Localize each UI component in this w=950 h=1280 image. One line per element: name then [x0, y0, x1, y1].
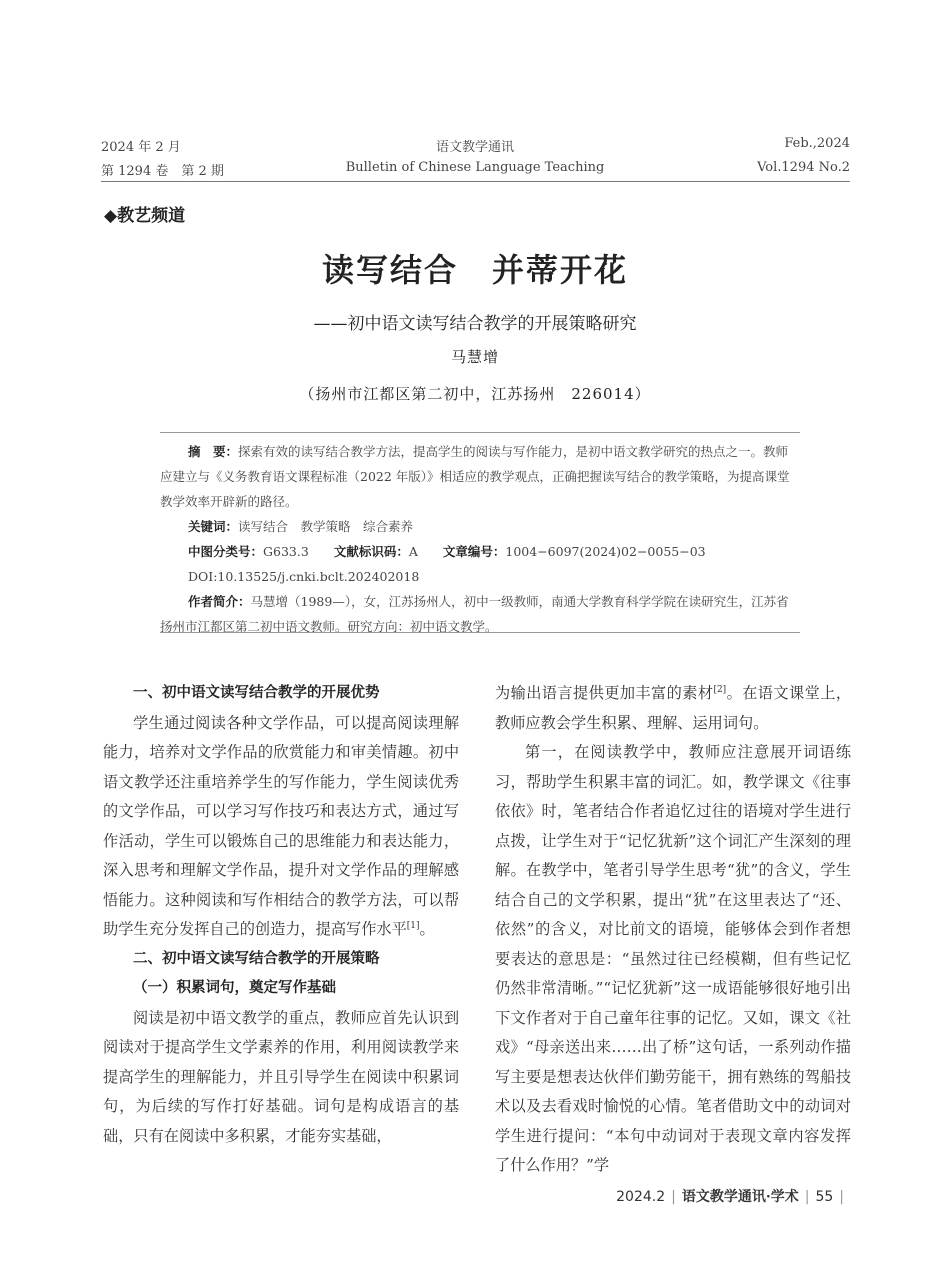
author-name: 马慧增: [450, 348, 499, 366]
article-no-label: 文章编号：: [442, 544, 506, 559]
header-rule: [101, 181, 850, 182]
body-paragraph-1-text: 学生通过阅读各种文学作品，可以提高阅读理解能力，培养对文学作品的欣赏能力和审美情趣。初中语文教学还注重培养学生的写作能力，学生阅读优秀的文学作品，可以学习写作技巧和表达方式，通过写作活动，学生可以锻炼自己的思维能力和表达能力，深入思考和理解文学作品，提升对文学作品的理解感悟能力。这种阅读和写作相结合的教学方法，可以帮助学生充分发挥自己的创造力，提高写作水平: [103, 713, 459, 938]
footer-separator: |: [839, 1189, 844, 1205]
abstract-bottom-rule: [160, 632, 800, 633]
body-column-left: [103, 679, 459, 1151]
article-no-value: 1004−6097(2024)02−0055−03: [505, 544, 706, 559]
author-affiliation: （扬州市江都区第二初中，江苏扬州 226014）: [299, 385, 651, 403]
page-subtitle: ——初中语文读写结合教学的开展策略研究: [313, 314, 637, 334]
abstract-block: [160, 439, 800, 639]
footer-date: 2024.2: [616, 1189, 666, 1205]
section-heading-1: 一、初中语文读写结合教学的开展优势: [133, 685, 380, 701]
abstract-paragraph: [160, 439, 800, 514]
section-heading-2: 二、初中语文读写结合教学的开展策略: [133, 950, 380, 967]
classification-line: [160, 539, 800, 564]
header-journal-cn: 语文教学通讯: [435, 140, 514, 155]
doc-code-label: 文献标识码：: [333, 544, 409, 559]
body-paragraph-3-text: 为输出语言提供更加丰富的素材: [495, 684, 714, 702]
footer-separator: |: [804, 1189, 810, 1205]
bio-text: 马慧增（1989—），女，江苏扬州人，初中一级教师，南通大学教育科学学院在读研究生，江苏省扬州市江都区第二初中语文教师。研究方向：初中语文教学。: [160, 594, 789, 634]
page-title: 读写结合 并蒂开花: [321, 251, 628, 289]
header-date-en: Feb.,2024: [784, 136, 850, 151]
abstract-label: 摘 要：: [188, 444, 239, 459]
keywords-line: [160, 514, 800, 539]
body-paragraph-1-end: 。: [419, 920, 435, 938]
footer-journal: 语文教学通讯·学术: [681, 1189, 799, 1205]
clc-label: 中图分类号：: [188, 544, 264, 559]
section-tag: ◆教艺频道: [104, 206, 186, 226]
page-number: 55: [815, 1189, 834, 1205]
body-paragraph-4: 第一，在阅读教学中，教师应注意展开词语练习，帮助学生积累丰富的词汇。如，教学课文《往事依依》时，笔者结合作者追忆过往的语境对学生进行点拨，让学生对于“记忆犹新”这个词汇产生深刻的理解。在教学中，笔者引导学生思考“犹”的含义，学生结合自己的文学积累，提出“犹”在这里表达了“还、依然”的含义，对比前文的语境，能够体会到作者想要表达的意思是：“虽然过往已经模糊，但有些记忆仍然非常清晰。”“记忆犹新”这一成语能够很好地引出下文作者对于自己童年往事的记忆。又如，课文《社戏》“母亲送出来……出了桥”这句话，一系列动作描写主要是想表达伙伴们勤劳能干，拥有熟练的驾船技术以及去看戏时愉悦的心情。笔者借助文中的动词对学生进行提问：“本句中动词对于表现文章内容发挥了什么作用？”学: [495, 743, 851, 1174]
clc-value: G633.3: [263, 544, 309, 559]
header-journal-en: Bulletin of Chinese Language Teaching: [345, 160, 605, 175]
body-paragraph-1: [103, 709, 459, 945]
keywords-label: 关键词：: [188, 519, 239, 534]
header-issue-cn: 第 1294 卷 第 2 期: [101, 164, 224, 179]
abstract-text: 探索有效的读写结合教学方法，提高学生的阅读与写作能力，是初中语文教学研究的热点之一。教师应建立与《义务教育语文课程标准（2022 年版）》相适应的教学观点，正确把握读写结合的教学策略，为提高课堂教学效率开辟新的路径。: [160, 444, 790, 509]
citation-2: [2]: [713, 684, 727, 695]
body-paragraph-3: [495, 679, 851, 738]
header-vol-en: Vol.1294 No.2: [757, 160, 850, 175]
abstract-top-rule: [160, 432, 800, 433]
header-date-cn: 2024 年 2 月: [101, 140, 181, 155]
body-paragraph-2: 阅读是初中语文教学的重点，教师应首先认识到阅读对于提高学生文学素养的作用，利用阅读教学来提高学生的理解能力，并且引导学生在阅读中积累词句，为后续的写作打好基础。词句是构成语言的基础，只有在阅读中多积累，才能夯实基础，: [103, 1008, 459, 1145]
doc-code-value: A: [408, 544, 418, 559]
page-footer: [616, 1186, 850, 1206]
keywords-text: 读写结合 教学策略 综合素养: [238, 519, 414, 534]
body-column-right: [495, 679, 851, 1181]
bio-label: 作者简介：: [188, 594, 251, 609]
citation-1: [1]: [406, 920, 420, 931]
footer-separator: |: [671, 1189, 676, 1205]
body-paragraph-3-end: 。在语文课堂上，教师应教会学生积累、理解、运用词句。: [495, 684, 852, 732]
doi-line: DOI:10.13525/j.cnki.bclt.202402018: [188, 569, 420, 584]
subsection-heading-1: （一）积累词句，奠定写作基础: [133, 980, 336, 996]
